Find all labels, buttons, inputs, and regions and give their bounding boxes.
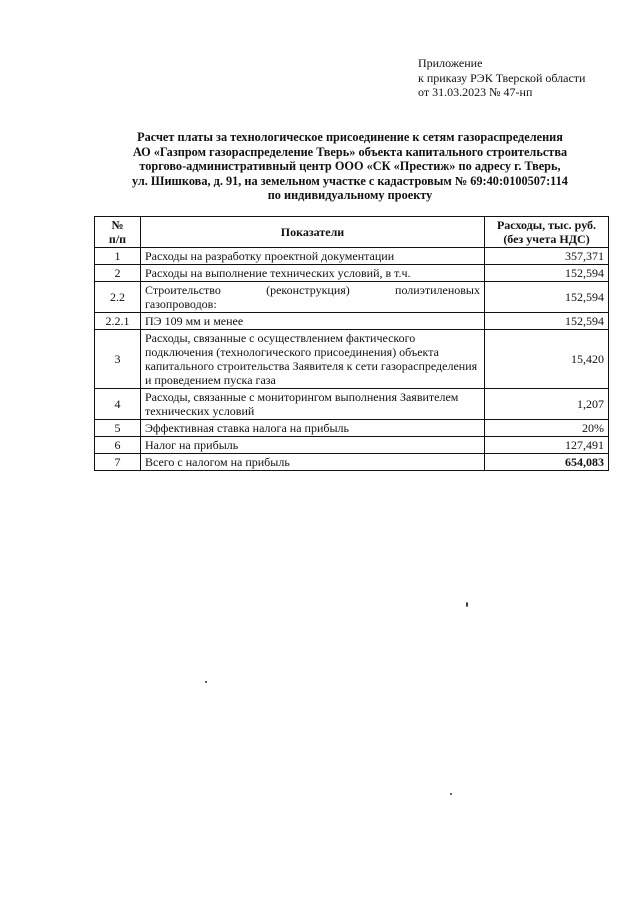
row-value: 357,371 xyxy=(485,248,609,265)
row-indicator-line2: газопроводов: xyxy=(145,297,217,311)
row-indicator: Налог на прибыль xyxy=(141,437,485,454)
row-indicator: Расходы, связанные с осуществлением фактического подключения (технологического присоединения) объекта капитального строительства Заявителя к сети газораспределения и проведением пуска газа xyxy=(141,330,485,389)
row-number: 2 xyxy=(95,265,141,282)
row-value: 127,491 xyxy=(485,437,609,454)
row-number: 4 xyxy=(95,389,141,420)
row-indicator-word: (реконструкция) xyxy=(266,283,350,297)
table-row xyxy=(95,389,609,420)
row-number: 3 xyxy=(95,330,141,389)
table-row xyxy=(95,248,609,265)
row-value: 15,420 xyxy=(485,330,609,389)
row-indicator: ПЭ 109 мм и менее xyxy=(141,313,485,330)
row-value: 152,594 xyxy=(485,313,609,330)
row-indicator-word: Строительство xyxy=(145,283,221,297)
row-indicator: Расходы, связанные с мониторингом выполнения Заявителем технических условий xyxy=(141,389,485,420)
row-indicator xyxy=(141,282,485,313)
table-row xyxy=(95,282,609,313)
appendix-date: от 31.03.2023 № 47-нп xyxy=(418,85,533,99)
header-indicators: Показатели xyxy=(141,217,485,248)
appendix-reference xyxy=(418,56,585,100)
row-number: 1 xyxy=(95,248,141,265)
header-expenses-line2: (без учета НДС) xyxy=(503,232,590,246)
table-row xyxy=(95,330,609,389)
header-expenses xyxy=(485,217,609,248)
table-row xyxy=(95,265,609,282)
header-number-line2: п/п xyxy=(108,232,127,246)
row-indicator: Эффективная ставка налога на прибыль xyxy=(141,420,485,437)
scan-speck xyxy=(466,602,468,607)
row-number: 7 xyxy=(95,454,141,471)
row-value: 1,207 xyxy=(485,389,609,420)
row-number: 2.2 xyxy=(95,282,141,313)
header-number-line1: № xyxy=(111,218,124,232)
appendix-order: к приказу РЭК Тверской области xyxy=(418,70,586,85)
title-line-1: Расчет платы за технологическое присоединение к сетям газораспределения xyxy=(137,130,563,144)
table-row xyxy=(95,420,609,437)
calculation-table xyxy=(94,216,609,471)
document-title xyxy=(80,130,620,203)
row-number: 5 xyxy=(95,420,141,437)
row-indicator: Расходы на выполнение технических условий, в т.ч. xyxy=(141,265,485,282)
table-row xyxy=(95,313,609,330)
title-line-2: АО «Газпром газораспределение Тверь» объекта капитального строительства xyxy=(132,144,568,159)
header-expenses-line1: Расходы, тыс. руб. xyxy=(496,218,597,232)
row-indicator: Всего с налогом на прибыль xyxy=(141,454,485,471)
row-value: 152,594 xyxy=(485,282,609,313)
row-value: 20% xyxy=(485,420,609,437)
table-row xyxy=(95,437,609,454)
row-indicator-word: полиэтиленовых xyxy=(395,283,480,297)
title-line-3: торгово-административный центр ООО «СК «Престиж» по адресу г. Тверь, xyxy=(139,159,561,174)
row-value-total: 654,083 xyxy=(485,454,609,471)
table-header-row xyxy=(95,217,609,248)
row-number: 2.2.1 xyxy=(95,313,141,330)
row-indicator-line1 xyxy=(145,283,480,297)
title-line-5: по индивидуальному проекту xyxy=(267,188,433,203)
header-number xyxy=(95,217,141,248)
appendix-label: Приложение xyxy=(418,56,483,70)
scan-speck xyxy=(450,793,452,795)
row-value: 152,594 xyxy=(485,265,609,282)
title-line-4: ул. Шишкова, д. 91, на земельном участке с кадастровым № 69:40:0100507:114 xyxy=(132,173,568,188)
table-row-total xyxy=(95,454,609,471)
scan-speck xyxy=(205,681,207,683)
row-indicator: Расходы на разработку проектной документации xyxy=(141,248,485,265)
row-number: 6 xyxy=(95,437,141,454)
